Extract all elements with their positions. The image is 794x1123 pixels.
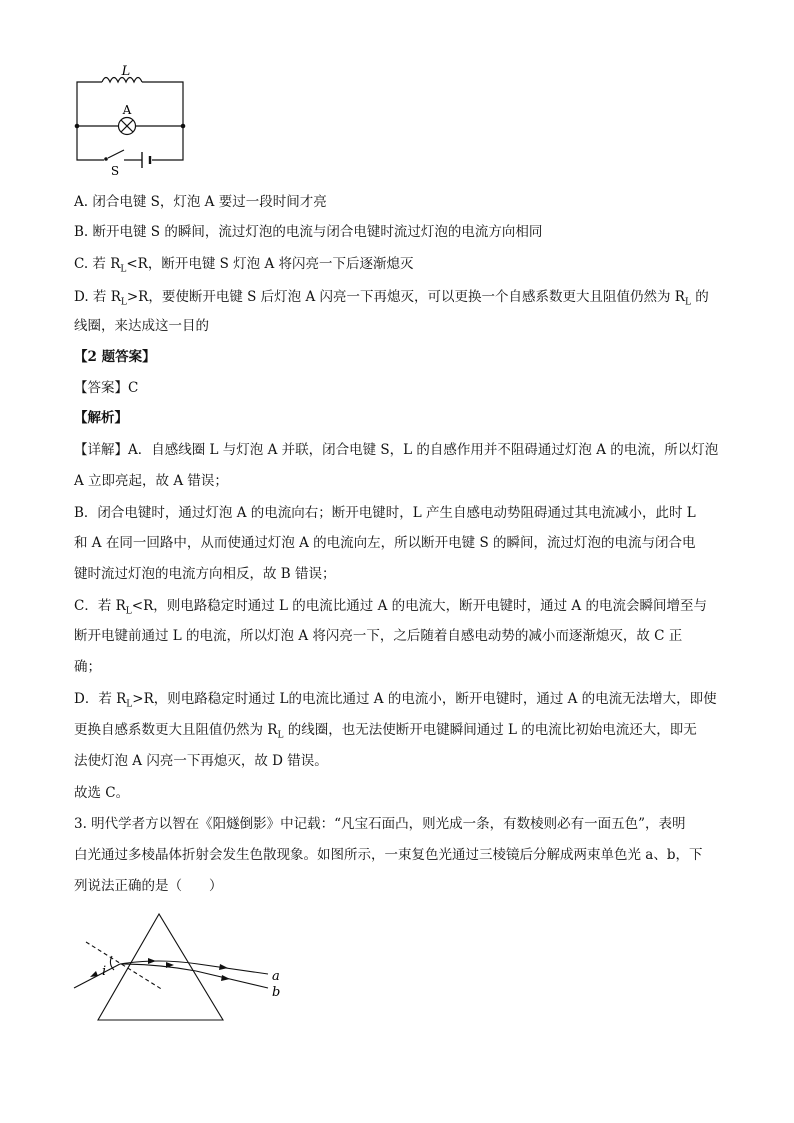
option-d: D. 若 $R_L>R$，要使断开电键 S 后灯泡 A 闪亮一下再熄灭，可以更换一个自感系数更大且阻值仍然为 $R_L$ 的 — [74, 289, 709, 308]
q3-line3: 列说法正确的是（ ） — [74, 878, 223, 894]
lamp-label: A — [122, 103, 132, 117]
q3-line2: 白光通过多棱晶体折射会发生色散现象。如图所示，一束复色光通过三棱镜后分解成两束单色光 a、b，下 — [74, 847, 703, 863]
inductor-label: L — [121, 64, 131, 79]
detail-p3-line2: 断开电键前通过 L 的电流，所以灯泡 A 将闪亮一下，之后随着自感电动势的减小而逐渐熄灭，故 C 正 — [74, 628, 683, 644]
conclusion: 故选 C。 — [74, 785, 130, 801]
analysis-heading: 【解析】 — [74, 410, 128, 426]
detail-p2-line2: 和 A 在同一回路中，从而使通过灯泡 A 的电流向左，所以断开电键 S 的瞬间，流过灯泡的电流与闭合电 — [74, 535, 696, 551]
detail-p2-line1: B．闭合电键时，通过灯泡 A 的电流向右；断开电键时，L 产生自感电动势阻碍通过其电流减小，此时 L — [74, 505, 696, 521]
detail-p4-line1: D．若 $R_L>R$，则电路稳定时通过 L的电流比通过 A 的电流小，断开电键时，通过 A 的电流无法增大，即使 — [74, 691, 717, 710]
option-d-line2: 线圈，来达成这一目的 — [74, 318, 209, 334]
detail-p4-line3: 法使灯泡 A 闪亮一下再熄灭，故 D 错误。 — [74, 753, 328, 769]
option-b: B. 断开电键 S 的瞬间，流过灯泡的电流与闭合电键时流过灯泡的电流方向相同 — [74, 224, 543, 240]
answer-heading: 【2 题答案】 — [74, 349, 156, 365]
detail-p1-line1: 【详解】A．自感线圈 L 与灯泡 A 并联，闭合电键 S，L 的自感作用并不阻碍通过灯泡 A 的电流，所以灯泡 — [74, 442, 719, 458]
detail-p1-line2: A 立即亮起，故 A 错误； — [74, 473, 228, 489]
ray-a-label: a — [272, 969, 280, 984]
ray-b-label: b — [272, 985, 281, 1000]
detail-p4-line2: 更换自感系数更大且阻值仍然为 $R_L$ 的线圈，也无法使断开电键瞬间通过 L 的电流比初始电流还大，即无 — [74, 722, 697, 741]
circuit-diagram — [70, 62, 190, 178]
detail-p3-line3: 确； — [74, 659, 101, 675]
detail-p2-line3: 键时流过灯泡的电流方向相反，故 B 错误； — [74, 566, 336, 582]
detail-p3-line1: C．若 $R_L<R$，则电路稳定时通过 L 的电流比通过 A 的电流大，断开电键时，通过 A 的电流会瞬间增至与 — [74, 598, 707, 617]
q3-line1: 3. 明代学者方以智在《阳燧倒影》中记载：“凡宝石面凸，则光成一条，有数棱则必有一面五色”，表明 — [74, 816, 686, 832]
switch-label: S — [110, 164, 120, 178]
prism-diagram — [68, 912, 298, 1024]
option-a: A. 闭合电键 S，灯泡 A 要过一段时间才亮 — [74, 194, 327, 210]
incident-angle-label: i — [102, 964, 107, 979]
answer-line: 【答案】C — [74, 380, 139, 396]
option-c: C. 若 $R_L<R$，断开电键 S 灯泡 A 将闪亮一下后逐渐熄灭 — [74, 256, 414, 275]
